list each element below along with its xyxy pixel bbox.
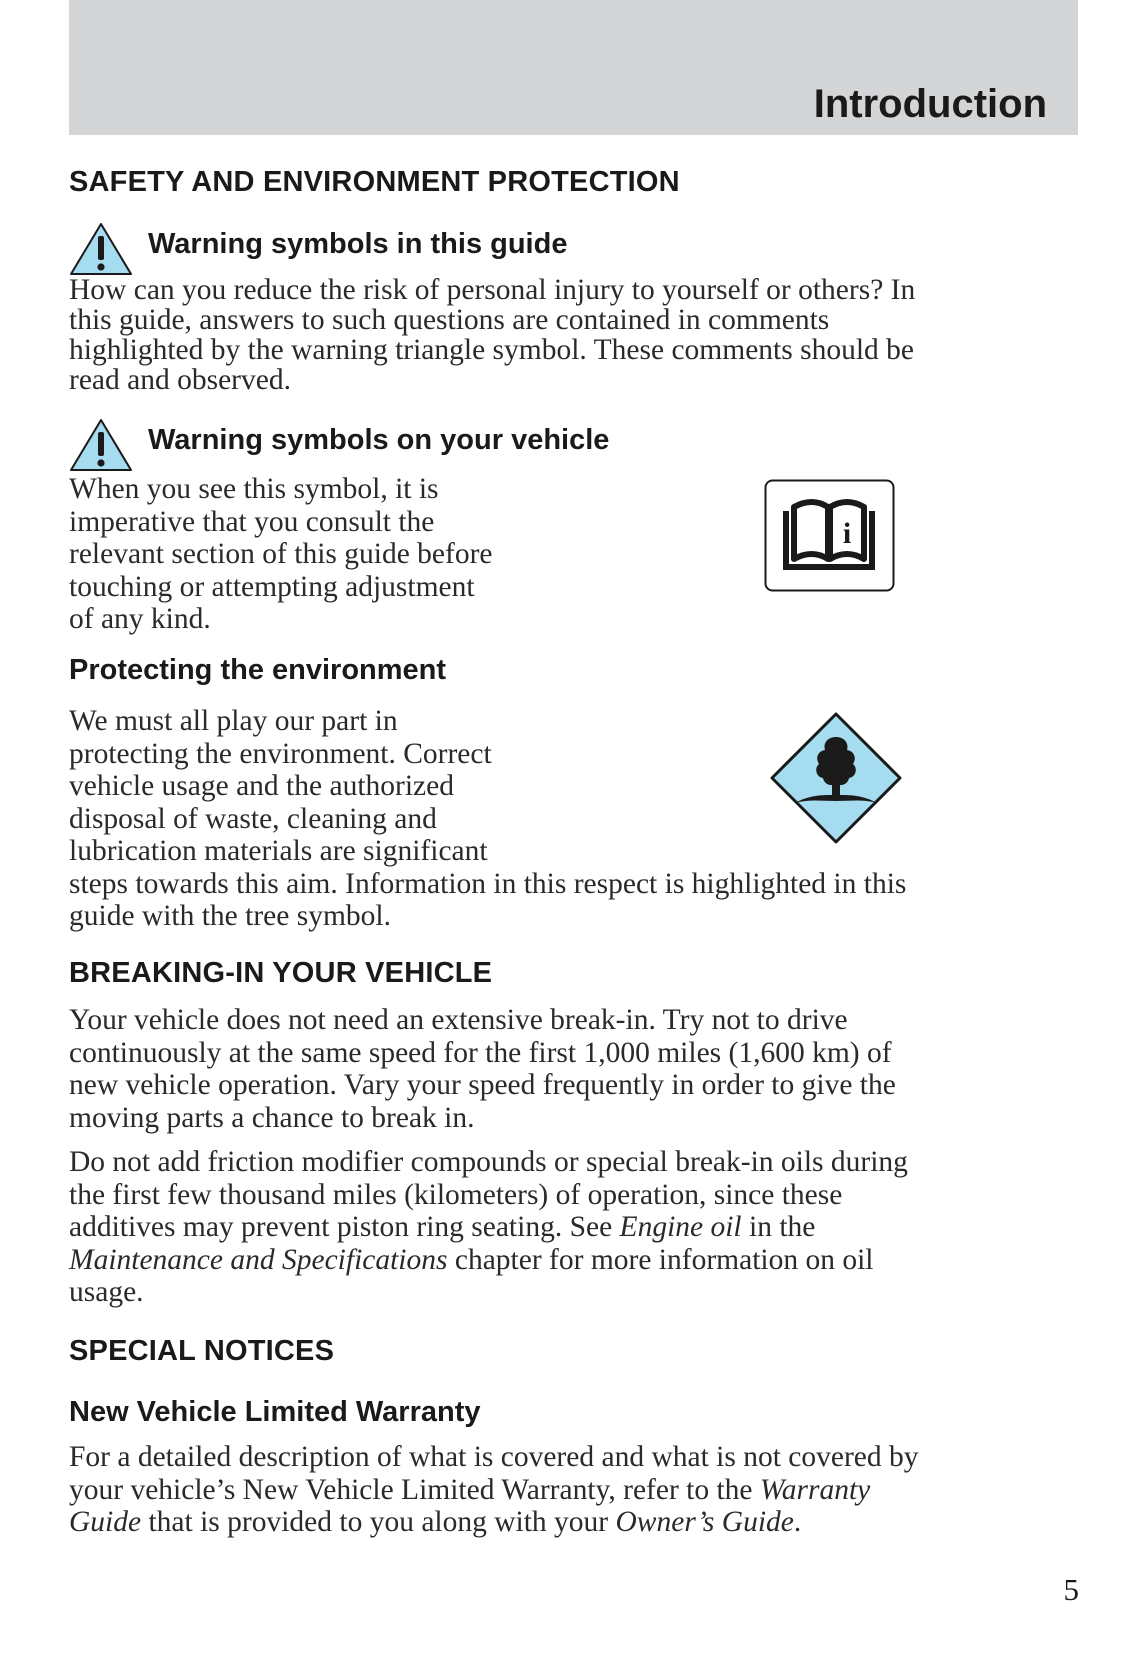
vehicle-warning-subheading: Warning symbols on your vehicle — [148, 424, 610, 456]
text-line: your vehicle’s New Vehicle Limited Warranty, refer to the Warranty — [69, 1473, 871, 1506]
breaking-in-heading: BREAKING-IN YOUR VEHICLE — [69, 957, 493, 989]
text-line: of any kind. — [69, 603, 211, 635]
environment-subheading: Protecting the environment — [69, 654, 447, 686]
text-line: Your vehicle does not need an extensive break-in. Try not to drive — [69, 1004, 848, 1036]
text-line: new vehicle operation. Vary your speed frequently in order to give the — [69, 1069, 896, 1101]
owner-guide-book-info-icon — [764, 479, 895, 592]
header-band — [69, 0, 1078, 135]
section-title: Introduction — [813, 82, 1047, 126]
warranty-guide-reference: Warranty — [759, 1473, 871, 1506]
warranty-subheading: New Vehicle Limited Warranty — [69, 1396, 481, 1428]
vehicle-warning-text — [69, 473, 493, 636]
guide-warning-subheading: Warning symbols in this guide — [148, 228, 568, 260]
text-line: relevant section of this guide before — [69, 538, 493, 570]
text-line: Do not add friction modifier compounds or special break-in oils during — [69, 1146, 908, 1178]
environment-tree-icon — [769, 711, 903, 845]
text-line: guide with the tree symbol. — [69, 900, 391, 932]
breaking-in-paragraph-2 — [69, 1146, 908, 1309]
text-line: highlighted by the warning triangle symbol. These comments should be — [69, 334, 914, 366]
text-line: moving parts a chance to break in. — [69, 1101, 475, 1134]
text-line: imperative that you consult the — [69, 505, 435, 538]
engine-oil-reference: Engine oil — [619, 1211, 742, 1243]
text-line: additives may prevent piston ring seating. See Engine oil in the — [69, 1211, 816, 1243]
breaking-in-paragraph-1 — [69, 1004, 896, 1134]
text-line: this guide, answers to such questions are contained in comments — [69, 304, 830, 336]
text-line: protecting the environment. Correct — [69, 737, 492, 770]
text-line: continuously at the same speed for the first 1,000 miles (1,600 km) of — [69, 1036, 892, 1069]
text-line: For a detailed description of what is covered and what is not covered by — [69, 1441, 919, 1473]
warning-triangle-icon — [69, 222, 133, 276]
maintenance-chapter-reference: Maintenance and Specifications — [69, 1243, 448, 1276]
owners-guide-reference: Owner’s Guide — [615, 1506, 794, 1538]
text-line: Guide that is provided to you along with your Owner’s Guide. — [69, 1506, 802, 1538]
special-notices-heading: SPECIAL NOTICES — [69, 1335, 335, 1367]
text-line: touching or attempting adjustment — [69, 570, 475, 603]
text-line: read and observed. — [69, 364, 291, 396]
safety-heading: SAFETY AND ENVIRONMENT PROTECTION — [69, 166, 680, 198]
guide-warning-text — [69, 275, 915, 395]
text-line: usage. — [69, 1276, 144, 1308]
info-glyph: i — [842, 517, 852, 550]
page-number: 5 — [1063, 1572, 1079, 1607]
text-line: steps towards this aim. Information in this respect is highlighted in this — [69, 867, 907, 900]
text-line: disposal of waste, cleaning and — [69, 802, 437, 835]
text-line: We must all play our part in — [69, 705, 398, 737]
text-line: How can you reduce the risk of personal injury to yourself or others? In — [69, 274, 916, 306]
text-line: Maintenance and Specifications chapter for more information on oil — [69, 1243, 874, 1276]
warning-triangle-icon — [69, 418, 133, 472]
text-line: the first few thousand miles (kilometers) of operation, since these — [69, 1178, 843, 1211]
text-line: lubrication materials are significant — [69, 835, 488, 867]
text-line: vehicle usage and the authorized — [69, 770, 454, 802]
warranty-text — [69, 1441, 919, 1539]
text-line: When you see this symbol, it is — [69, 473, 439, 505]
